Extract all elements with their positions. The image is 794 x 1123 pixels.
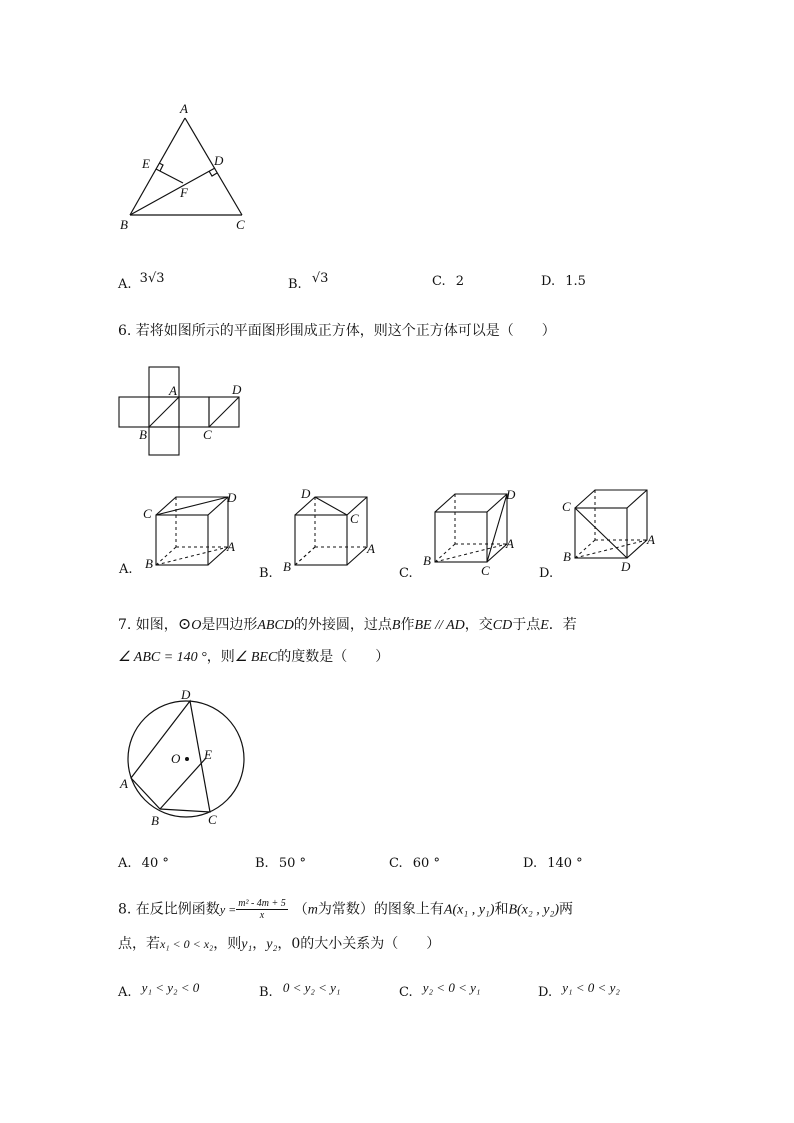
segment-ef	[156, 169, 183, 183]
net-diagonal-ab	[149, 397, 179, 427]
fraction	[236, 898, 288, 921]
math-abcd: ABCD	[257, 618, 294, 633]
q7-option-c[interactable]	[389, 856, 440, 871]
right-angle-mark-e	[159, 163, 163, 171]
center-point-o	[185, 757, 189, 761]
math-y1: y₁	[241, 937, 253, 952]
right-angle-mark-d	[209, 171, 217, 176]
option-value: y₂ < 0 < y₁	[422, 980, 481, 995]
q7-option-b[interactable]	[255, 856, 306, 871]
label-a: A	[120, 776, 128, 791]
stem-text: 为常数）的图象上有	[317, 901, 444, 918]
math-point-b: B(x₂ , y₂)	[508, 902, 559, 918]
cube-diagonal	[575, 508, 627, 558]
label-a: A	[180, 101, 188, 116]
cube-label-d: D	[301, 486, 311, 501]
cube-label-d: D	[227, 490, 237, 505]
q6-option-b-cube[interactable]	[280, 485, 390, 580]
option-value: √3	[311, 271, 329, 286]
option-value: 1.5	[565, 274, 586, 289]
q6-cube-net	[110, 360, 260, 460]
q5-triangle-figure	[110, 98, 260, 238]
net-label-c: C	[203, 427, 212, 442]
q5-option-c[interactable]	[432, 274, 464, 289]
net-square-bottom	[149, 427, 179, 455]
option-letter: C.	[432, 274, 446, 289]
fraction-numerator: m² - 4m + 5	[238, 898, 286, 909]
cube-diagonal	[487, 494, 507, 562]
net-square-3	[179, 397, 209, 427]
cube-label-b: B	[145, 556, 153, 571]
label-b: B	[120, 217, 128, 232]
net-label-a: A	[169, 383, 177, 398]
cube-label-d: D	[506, 487, 516, 502]
stem-text: ．若	[548, 617, 577, 633]
math-cd: CD	[492, 618, 513, 633]
option-letter: A.	[118, 277, 132, 292]
option-letter: B.	[259, 985, 273, 1000]
q5-option-a[interactable]	[118, 271, 165, 292]
stem-text: 的度数是（ ）	[277, 649, 390, 665]
stem-text: ，交	[464, 617, 493, 633]
stem-text: 点，若	[118, 936, 160, 952]
label-e: E	[142, 156, 150, 171]
option-value: 40 °	[141, 856, 169, 871]
option-letter: B.	[288, 277, 302, 292]
label-c: C	[208, 812, 217, 827]
fraction-denominator: x	[259, 910, 265, 921]
option-letter: D.	[541, 274, 556, 289]
q6-option-d-cube[interactable]	[560, 482, 670, 577]
option-letter: A.	[118, 856, 132, 871]
math-point-a: A(x₁ , y₁)	[443, 902, 495, 918]
cube-label-d: D	[621, 559, 631, 574]
cube-front-face	[295, 515, 347, 565]
stem-text: 两	[559, 901, 573, 918]
q8-option-a[interactable]	[118, 980, 200, 1000]
option-letter: C.	[399, 985, 413, 1000]
option-letter: D.	[538, 985, 553, 1000]
math-o: O	[191, 618, 202, 633]
stem-text: ，	[252, 936, 267, 952]
stem-text: 的外接圆，过点	[293, 617, 392, 633]
q7-option-a[interactable]	[118, 856, 169, 871]
cube-hidden-edge	[156, 547, 176, 565]
net-diagonal-cd	[209, 397, 239, 427]
cube-hidden-edge	[575, 540, 595, 558]
option-letter: C.	[389, 856, 403, 871]
stem-text: 和	[494, 901, 509, 918]
stem-text: （	[293, 901, 308, 918]
math-m: m	[307, 902, 318, 918]
stem-text: 8. 在反比例函数	[118, 901, 220, 918]
math-e: E	[540, 618, 549, 633]
q7-stem-line2	[118, 646, 389, 666]
option-value: 2	[455, 274, 465, 289]
q5-option-b[interactable]	[288, 271, 329, 292]
option-value: 140 °	[547, 856, 583, 871]
q8-option-d[interactable]	[538, 980, 620, 1000]
math-be-parallel-ad: BE // AD	[414, 618, 465, 633]
cube-label-a: A	[647, 532, 655, 547]
option-value: 3√3	[139, 271, 165, 286]
net-label-b: B	[139, 427, 147, 442]
cube-label-a: A	[367, 541, 375, 556]
segment-be	[160, 758, 206, 809]
label-f: F	[180, 185, 188, 200]
option-letter: A.	[118, 985, 132, 1000]
cube-label-c: C	[562, 499, 571, 514]
q6-option-a-letter: A.	[119, 562, 133, 577]
q8-stem-line1	[118, 898, 573, 921]
cube-label-a: A	[506, 536, 514, 551]
q8-option-c[interactable]	[399, 980, 481, 1000]
q6-option-c-letter: C.	[399, 566, 413, 581]
net-square-1	[119, 397, 149, 427]
stem-text: 作	[400, 617, 415, 633]
cube-label-c: C	[350, 511, 359, 526]
cube-label-a: A	[227, 539, 235, 554]
label-d: D	[181, 687, 191, 702]
label-d: D	[214, 153, 224, 168]
stem-text: 是四边形	[201, 617, 258, 633]
option-value: 50 °	[278, 856, 307, 871]
q6-stem: 6. 若将如图所示的平面图形围成正方体，则这个正方体可以是（ ）	[118, 323, 556, 339]
q6-option-a-cube[interactable]	[140, 485, 250, 580]
math-b: B	[391, 618, 401, 633]
q7-option-d[interactable]	[523, 856, 583, 871]
label-o: O	[171, 751, 181, 766]
cube-label-b: B	[423, 553, 431, 568]
q5-option-d[interactable]	[541, 274, 586, 289]
cube-front-face	[435, 512, 487, 562]
option-letter: B.	[255, 856, 269, 871]
math-angle-abc: ∠ ABC = 140 °	[118, 650, 207, 665]
math-angle-bec: ∠ BEC	[234, 650, 278, 665]
stem-text: 7. 如图，	[118, 617, 178, 633]
stem-text: ，0的大小关系为（ ）	[277, 936, 441, 952]
label-e: E	[204, 747, 212, 762]
option-value: 0 < y₂ < y₁	[282, 980, 341, 995]
option-letter: D.	[523, 856, 538, 871]
cube-label-b: B	[563, 549, 571, 564]
cube-label-c: C	[481, 563, 490, 578]
option-value: y₁ < y₂ < 0	[141, 980, 200, 995]
option-value: y₁ < 0 < y₂	[562, 980, 620, 995]
q7-circle-figure	[110, 682, 260, 832]
label-c: C	[236, 217, 245, 232]
label-b: B	[151, 813, 159, 828]
q8-stem-line2	[118, 933, 440, 953]
cube-hidden-edge	[435, 544, 455, 562]
q8-option-b[interactable]	[259, 980, 341, 1000]
math-condition: x₁ < 0 < x₂	[160, 937, 214, 951]
option-value: 60 °	[412, 856, 440, 871]
q6-option-d-letter: D.	[539, 566, 554, 581]
stem-text: ，则	[213, 936, 242, 952]
stem-text: 于点	[512, 617, 541, 633]
cube-hidden-diagonal	[295, 547, 315, 565]
cube-diagonal	[315, 497, 347, 515]
q6-option-b-letter: B.	[259, 566, 273, 581]
cube-edge	[627, 490, 647, 508]
cube-label-b: B	[283, 559, 291, 574]
math-y2: y₂	[266, 937, 278, 952]
circle-symbol: ⊙	[177, 614, 192, 633]
cube-label-c: C	[143, 506, 152, 521]
cube-front-face	[156, 515, 208, 565]
stem-text: ，则	[206, 649, 235, 665]
q6-option-c-cube[interactable]	[420, 485, 530, 580]
net-label-d: D	[232, 382, 242, 397]
q7-stem-line1	[118, 614, 577, 634]
math-y-equals: y =	[219, 902, 237, 917]
